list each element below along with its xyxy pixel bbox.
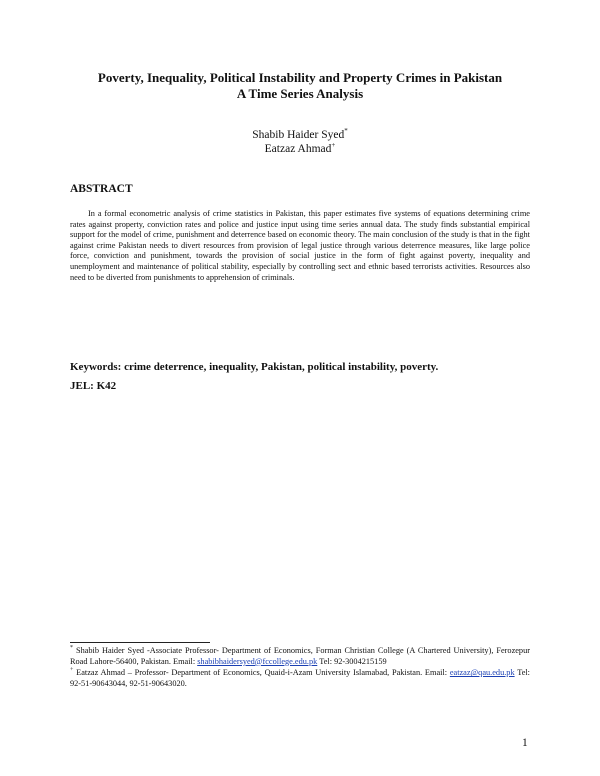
keywords-line: Keywords: crime deterrence, inequality, Pakistan, political instability, poverty.	[70, 361, 439, 373]
page-number: 1	[522, 737, 528, 749]
title-line-1: Poverty, Inequality, Political Instability and Property Crimes in Pakistan	[97, 70, 503, 85]
footnote-separator	[70, 642, 210, 643]
author-2-name: Eatzaz Ahmad	[264, 143, 332, 155]
footnote-2-email-link[interactable]: eatzaz@qau.edu.pk	[449, 668, 515, 678]
footnote-1-tel: Tel: 92-3004215159	[319, 656, 387, 666]
footnote-1	[70, 646, 530, 667]
abstract-heading: ABSTRACT	[70, 183, 133, 195]
author-1	[60, 128, 540, 142]
author-2	[60, 142, 540, 156]
author-1-footnote-mark: *	[344, 127, 348, 136]
jel-code: JEL: K42	[70, 380, 117, 392]
paper-title	[60, 70, 540, 102]
title-line-2: A Time Series Analysis	[236, 86, 364, 101]
author-2-footnote-mark: +	[331, 141, 336, 150]
footnote-1-mark: *	[70, 645, 73, 652]
author-block	[60, 128, 540, 156]
footnote-1-text: Shabib Haider Syed -Associate Professor- Department of Economics, Forman Christian College (A Chartered University), Ferozepur Road Lahore-56400, Pakistan. Email:	[70, 646, 530, 666]
footnote-2-mark: +	[70, 667, 74, 674]
footnotes	[70, 646, 530, 690]
footnote-2	[70, 668, 530, 689]
abstract-text: In a formal econometric analysis of crime statistics in Pakistan, this paper estimates five systems of equations determining crime rates against property, conviction rates and police and justice input using time series annual data. The study finds substantial empirical support for the model of crime, punishment and deterrence based on economic theory. The main conclusion of the study is that in the fight against crime Pakistan needs to divert resources from provision of legal justice through various deterrence measures, like large police force, conviction and punishment, towards the provision of social justice in the form of fight against poverty, inequality and unemployment and maintenance of political stability, especially by controlling sect and ethnic based terrorists activities. Resources also need to be diverted from punishments to apprehension of criminals.	[70, 209, 530, 282]
footnote-2-tel: Tel: 92-51-90643044, 92-51-90643020.	[70, 668, 530, 688]
footnote-2-text: Eatzaz Ahmad – Professor- Department of Economics, Quaid-i-Azam University Islamabad, Pakistan. Email:	[76, 668, 448, 678]
author-1-name: Shabib Haider Syed	[252, 129, 345, 141]
footnote-1-email-link[interactable]: shabibhaidersyed@fccollege.edu.pk	[197, 656, 318, 666]
